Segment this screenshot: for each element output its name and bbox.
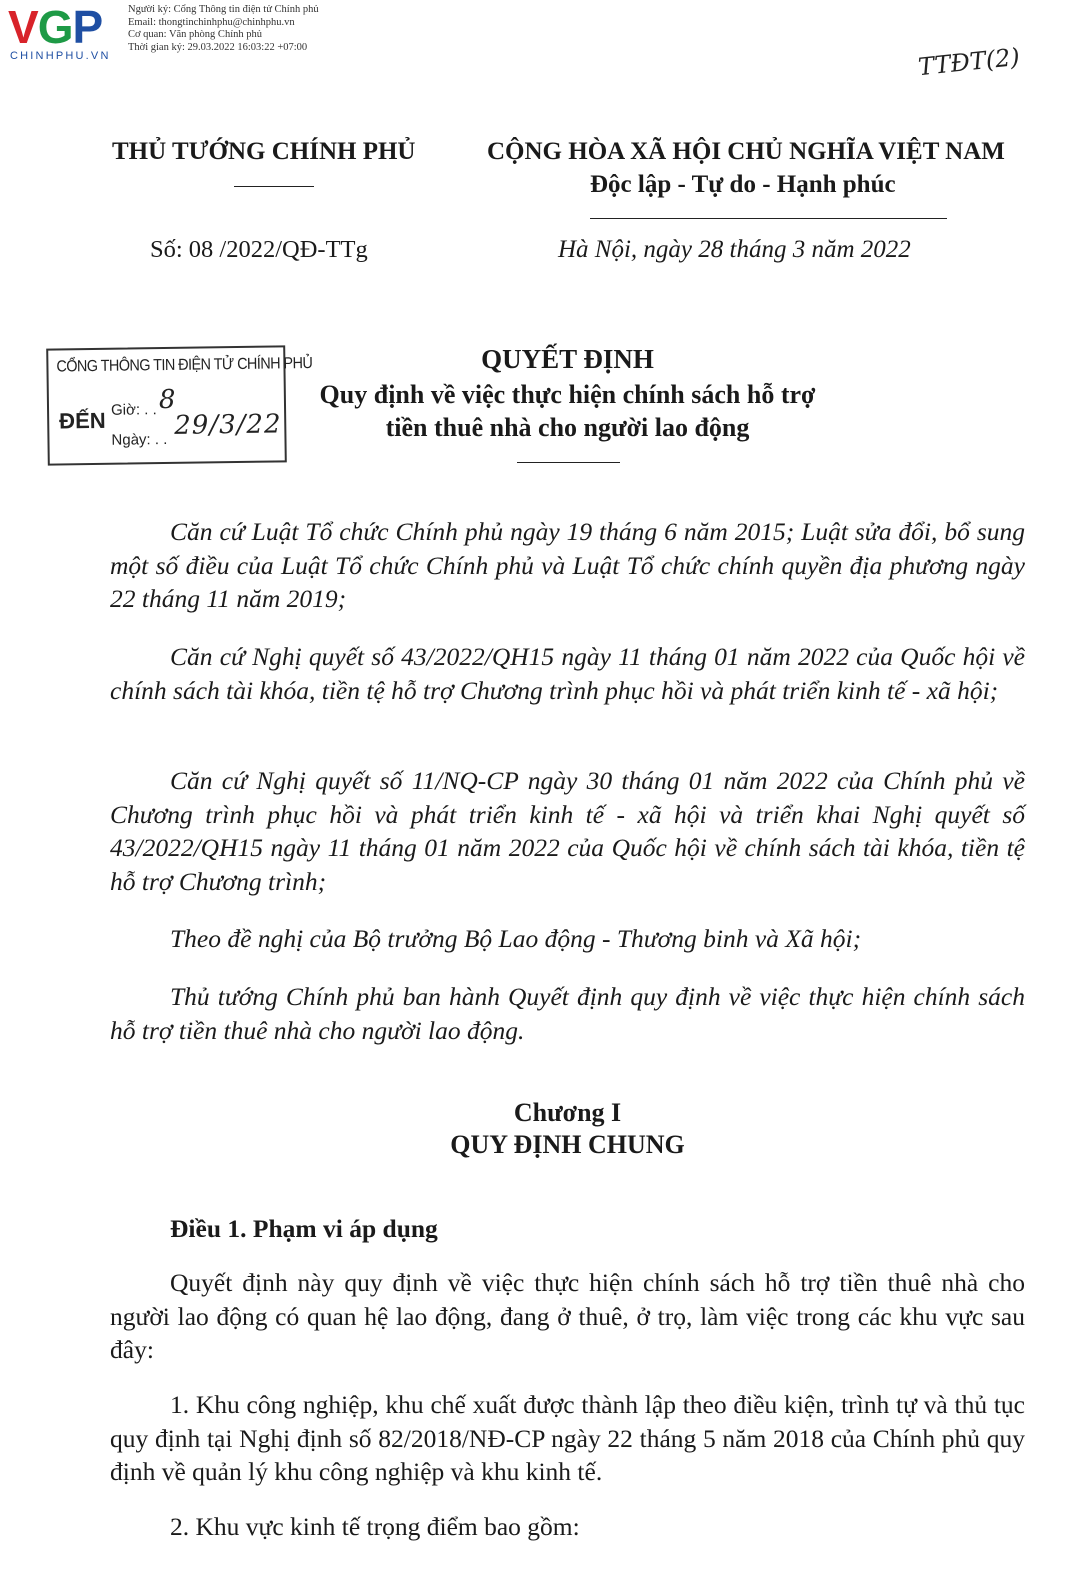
logo-letter-g: G [37, 1, 73, 53]
motto-underline [590, 218, 947, 219]
article-1-intro: Quyết định này quy định về việc thực hiện chính sách hỗ trợ tiền thuê nhà cho người lao động có quan hệ lao động, đang ở thuê, ở trọ, làm việc trong các khu vực sau đây: [110, 1268, 1025, 1364]
preamble-decision: Thủ tướng Chính phủ ban hành Quyết định quy định về việc thực hiện chính sách hỗ trợ tiền thuê nhà cho người lao động. [110, 982, 1025, 1045]
article-1-item-2: 2. Khu vực kinh tế trọng điểm bao gồm: [170, 1512, 580, 1541]
document-number: Số: 08 /2022/QĐ-TTg [150, 236, 368, 263]
preamble-basis-2: Căn cứ Nghị quyết số 43/2022/QH15 ngày 11 tháng 01 năm 2022 của Quốc hội về chính sách tài khóa, tiền tệ hỗ trợ Chương trình phục hồi và phát triển kinh tế - xã hội; [110, 642, 1025, 705]
handwritten-note: TTĐT(2) [916, 42, 1022, 82]
stamp-title: CỔNG THÔNG TIN ĐIỆN TỬ CHÍNH PHỦ [56, 354, 313, 376]
vgp-logo [8, 2, 102, 52]
signature-line-agency: Cơ quan: Văn phòng Chính phủ [128, 29, 262, 41]
stamp-date-value: 29/3/22 [174, 409, 282, 441]
document-date: Hà Nội, ngày 28 tháng 3 năm 2022 [558, 236, 911, 263]
digital-signature-info [128, 4, 319, 54]
decision-subject-line1: Quy định về việc thực hiện chính sách hỗ trợ [319, 380, 816, 409]
stamp-hour-label: Giờ: . . [110, 401, 157, 419]
signature-line-signer: Người ký: Cổng Thông tin điện tử Chính phủ [128, 4, 319, 15]
signature-line-time: Thời gian ký: 29.03.2022 16:03:22 +07:00 [128, 41, 308, 53]
decision-title: QUYẾT ĐỊNH [481, 344, 654, 374]
chapter-label: Chương I [513, 1098, 622, 1127]
stamp-date-label: Ngày: . . [111, 430, 168, 449]
chapter-title: QUY ĐỊNH CHUNG [450, 1130, 685, 1159]
preamble-basis-3: Căn cứ Nghị quyết số 11/NQ-CP ngày 30 tháng 01 năm 2022 của Chính phủ về Chương trình phục hồi và phát triển kinh tế - xã hội và triển khai Nghị quyết số 43/2022/QH15 ngày 11 tháng 01 năm 2022 của Quốc hội về chính sách tài khóa, tiền tệ hỗ trợ Chương trình; [110, 766, 1025, 896]
issuer-underline [234, 186, 314, 187]
logo-letter-p: P [72, 1, 103, 53]
preamble-proposal: Theo đề nghị của Bộ trưởng Bộ Lao động - Thương binh và Xã hội; [170, 924, 862, 953]
decision-subject-line2: tiền thuê nhà cho người lao động [385, 413, 750, 442]
receipt-stamp [46, 345, 313, 465]
stamp-hour-value: 8 [158, 384, 176, 416]
issuer-name: THỦ TƯỚNG CHÍNH PHỦ [112, 138, 416, 165]
logo-subtitle: CHINHPHU.VN [10, 50, 111, 62]
national-title: CỘNG HÒA XÃ HỘI CHỦ NGHĨA VIỆT NAM [487, 138, 1005, 165]
title-underline [517, 462, 620, 463]
national-motto: Độc lập - Tự do - Hạnh phúc [590, 171, 896, 198]
article-1-item-1: 1. Khu công nghiệp, khu chế xuất được thành lập theo điều kiện, trình tự và thủ tục quy định tại Nghị định số 82/2018/NĐ-CP ngày 22 tháng 5 năm 2018 của Chính phủ quy định về quản lý khu công nghiệp và khu kinh tế. [110, 1390, 1025, 1486]
preamble-basis-1: Căn cứ Luật Tổ chức Chính phủ ngày 19 tháng 6 năm 2015; Luật sửa đổi, bổ sung một số điều của Luật Tổ chức Chính phủ và Luật Tổ chức chính quyền địa phương ngày 22 tháng 11 năm 2019; [110, 517, 1025, 613]
logo-letter-v: V [8, 1, 38, 53]
stamp-received-label: ĐẾN [59, 407, 106, 434]
signature-line-email: Email: thongtinchinhphu@chinhphu.vn [128, 16, 295, 28]
article-1-heading: Điều 1. Phạm vi áp dụng [170, 1214, 438, 1243]
